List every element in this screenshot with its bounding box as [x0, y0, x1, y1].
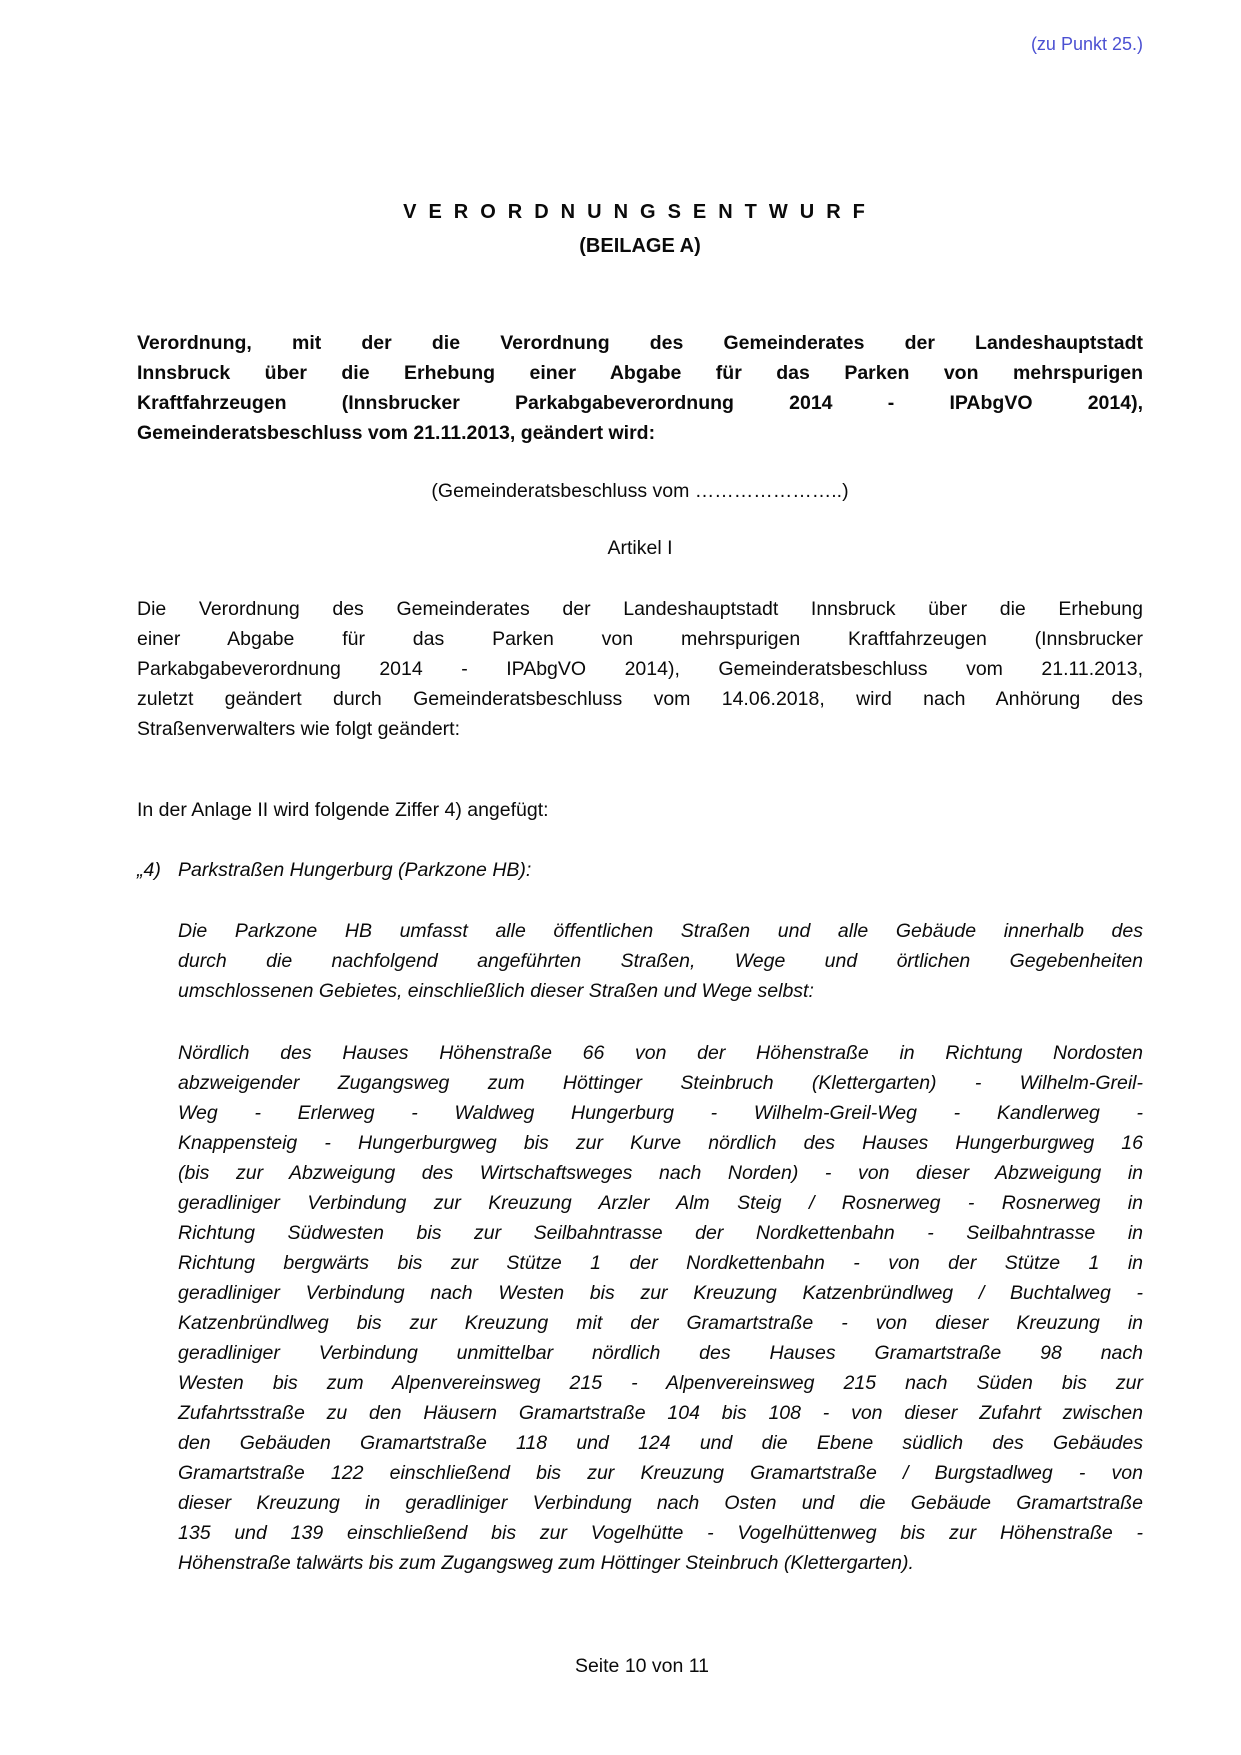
- parkzone-boundary-paragraph: [178, 1038, 1143, 1578]
- text-line: umschlossenen Gebietes, einschließlich dieser Straßen und Wege selbst:: [178, 980, 814, 1002]
- text-line: Westen bis zum Alpenvereinsweg 215 - Alpenvereinsweg 215 nach Süden bis zur: [178, 1372, 1143, 1394]
- council-resolution-line: (Gemeinderatsbeschluss vom …………………..): [431, 480, 849, 502]
- clause4-marker: „4): [137, 859, 161, 881]
- article-heading: Artikel I: [607, 537, 673, 559]
- text-line: durch die nachfolgend angeführten Straßen, Wege und örtlichen Gegebenheiten: [178, 950, 1143, 972]
- clause4-heading-text: Parkstraßen Hungerburg (Parkzone HB):: [178, 859, 532, 881]
- text-line: den Gebäuden Gramartstraße 118 und 124 und die Ebene südlich des Gebäudes: [178, 1432, 1143, 1454]
- text-line: (bis zur Abzweigung des Wirtschaftsweges nach Norden) - von dieser Abzweigung in: [178, 1162, 1143, 1184]
- parkzone-intro-paragraph: [178, 916, 1143, 1006]
- text-line: Richtung bergwärts bis zur Stütze 1 der Nordkettenbahn - von der Stütze 1 in: [178, 1252, 1143, 1274]
- intro-paragraph: [137, 328, 1143, 448]
- text-line: dieser Kreuzung in geradliniger Verbindung nach Osten und die Gebäude Gramartstraße: [178, 1492, 1143, 1514]
- text-line: Knappensteig - Hungerburgweg bis zur Kurve nördlich des Hauses Hungerburgweg 16: [178, 1132, 1143, 1154]
- document-title: VERORDNUNGSENTWURF: [403, 201, 877, 223]
- text-line: Höhenstraße talwärts bis zum Zugangsweg zum Höttinger Steinbruch (Klettergarten).: [178, 1552, 914, 1574]
- text-line: Die Parkzone HB umfasst alle öffentlichen Straßen und alle Gebäude innerhalb des: [178, 920, 1143, 942]
- text-line: einer Abgabe für das Parken von mehrspurigen Kraftfahrzeugen (Innsbrucker: [137, 628, 1143, 650]
- text-line: Gemeinderatsbeschluss vom 21.11.2013, geändert wird:: [137, 422, 656, 444]
- text-line: geradliniger Verbindung nach Westen bis zur Kreuzung Katzenbründlweg / Buchtalweg -: [178, 1282, 1143, 1304]
- clause4-heading: [137, 855, 1143, 885]
- text-line: Zufahrtsstraße zu den Häusern Gramartstraße 104 bis 108 - von dieser Zufahrt zwischen: [178, 1402, 1143, 1424]
- text-line: Kraftfahrzeugen (Innsbrucker Parkabgabeverordnung 2014 - IPAbgVO 2014),: [137, 392, 1143, 414]
- text-line: Gramartstraße 122 einschließend bis zur Kreuzung Gramartstraße / Burgstadlweg - von: [178, 1462, 1143, 1484]
- text-line: abzweigender Zugangsweg zum Höttinger Steinbruch (Klettergarten) - Wilhelm-Greil-: [178, 1072, 1143, 1094]
- text-line: 135 und 139 einschließend bis zur Vogelhütte - Vogelhüttenweg bis zur Höhenstraße -: [178, 1522, 1143, 1544]
- text-line: zuletzt geändert durch Gemeinderatsbeschluss vom 14.06.2018, wird nach Anhörung des: [137, 688, 1143, 710]
- annex-instruction: In der Anlage II wird folgende Ziffer 4) angefügt:: [137, 799, 549, 821]
- text-line: Die Verordnung des Gemeinderates der Landeshauptstadt Innsbruck über die Erhebung: [137, 598, 1143, 620]
- page-number: Seite 10 von 11: [574, 1655, 710, 1677]
- agenda-point-note: (zu Punkt 25.): [1030, 34, 1143, 54]
- text-line: Verordnung, mit der die Verordnung des Gemeinderates der Landeshauptstadt: [137, 332, 1143, 354]
- text-line: Innsbruck über die Erhebung einer Abgabe für das Parken von mehrspurigen: [137, 362, 1143, 384]
- text-line: geradliniger Verbindung unmittelbar nördlich des Hauses Gramartstraße 98 nach: [178, 1342, 1143, 1364]
- text-line: Richtung Südwesten bis zur Seilbahntrasse der Nordkettenbahn - Seilbahntrasse in: [178, 1222, 1143, 1244]
- text-line: Parkabgabeverordnung 2014 - IPAbgVO 2014), Gemeinderatsbeschluss vom 21.11.2013,: [137, 658, 1143, 680]
- text-line: Nördlich des Hauses Höhenstraße 66 von der Höhenstraße in Richtung Nordosten: [178, 1042, 1143, 1064]
- text-line: Katzenbründlweg bis zur Kreuzung mit der Gramartstraße - von dieser Kreuzung in: [178, 1312, 1143, 1334]
- amendment-paragraph: [137, 594, 1143, 744]
- text-line: Straßenverwalters wie folgt geändert:: [137, 718, 460, 740]
- text-line: geradliniger Verbindung zur Kreuzung Arzler Alm Steig / Rosnerweg - Rosnerweg in: [178, 1192, 1143, 1214]
- text-line: Weg - Erlerweg - Waldweg Hungerburg - Wilhelm-Greil-Weg - Kandlerweg -: [178, 1102, 1143, 1124]
- attachment-label: (BEILAGE A): [579, 235, 701, 257]
